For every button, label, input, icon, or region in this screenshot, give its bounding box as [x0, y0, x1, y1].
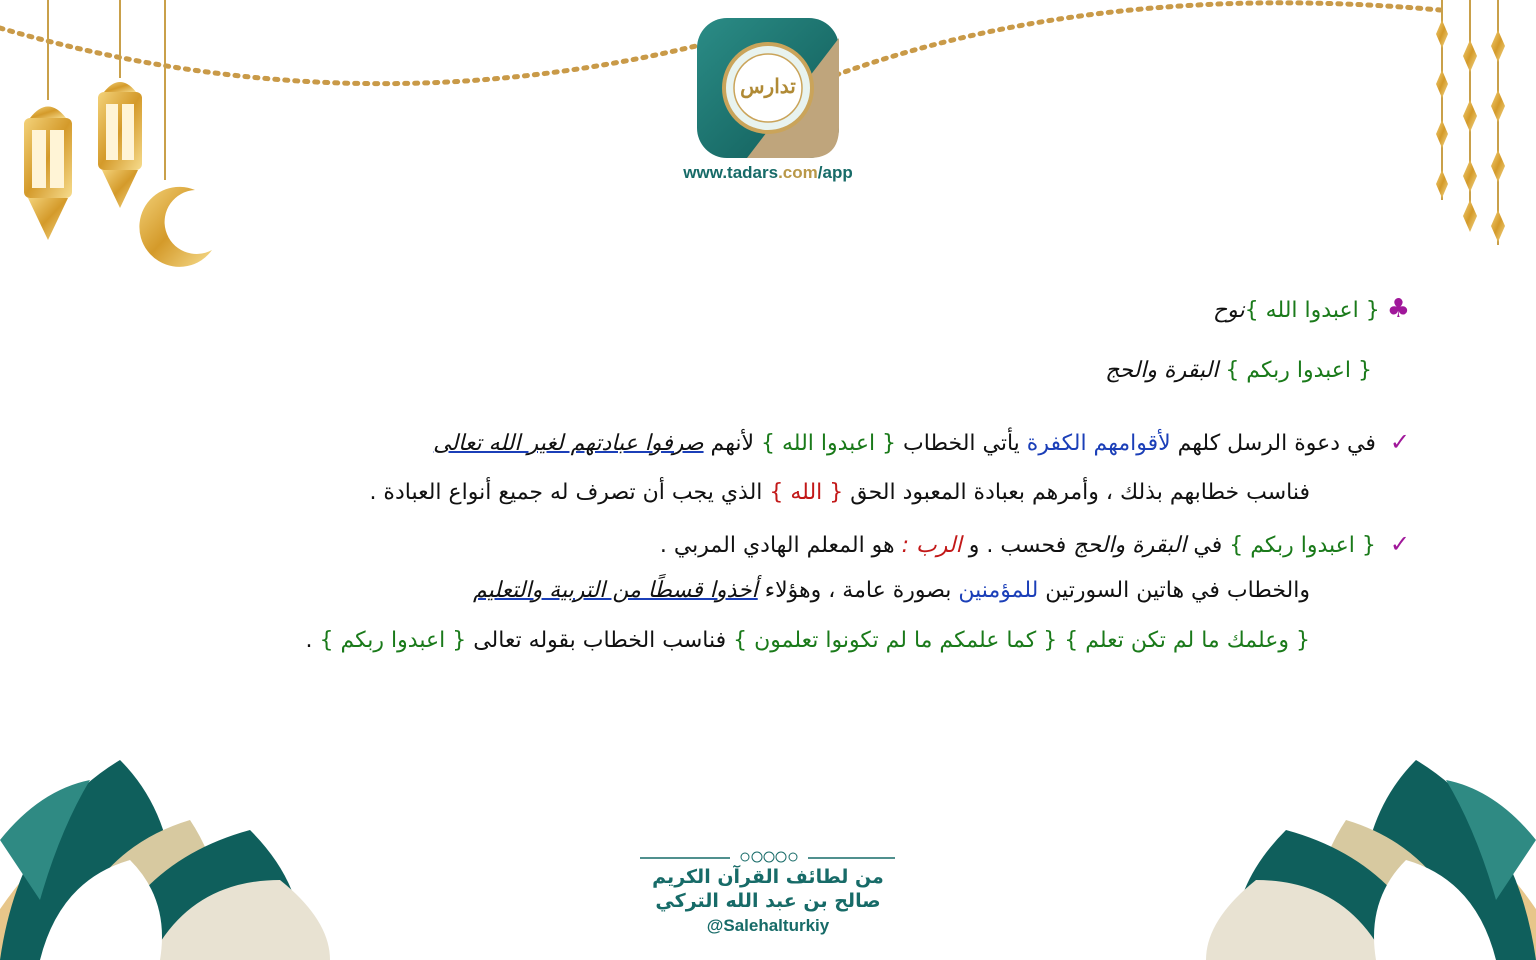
text: في: [1186, 533, 1230, 558]
footer-handle[interactable]: @Salehalturkiy: [706, 916, 830, 935]
text: للمؤمنين: [958, 578, 1039, 603]
footer-title: من لطائف القرآن الكريم: [652, 866, 884, 888]
url-prefix: www.tadars: [683, 163, 779, 182]
text: الرب :: [901, 533, 962, 558]
surah-name: البقرة والحج: [1073, 533, 1187, 558]
text: لأقوامهم الكفرة: [1026, 431, 1171, 456]
verse-text: { وعلمك ما لم تكن تعلم }: [1064, 628, 1310, 653]
club-bullet-icon: ♣: [1386, 294, 1410, 324]
checkmark-icon: ✓: [1389, 530, 1410, 558]
text: فحسب . و: [961, 533, 1074, 558]
heading-line-1: [1213, 294, 1410, 324]
text: الذي يجب أن تصرف له جميع أنواع العبادة .: [369, 480, 770, 505]
text: بصورة عامة ، وهؤلاء: [757, 578, 959, 603]
lotus-ornament-right-icon: [1206, 760, 1536, 960]
hanging-ornaments-right-icon: [1436, 0, 1505, 245]
verse-text: { اعبدوا الله }: [761, 431, 897, 456]
checkmark-icon: ✓: [1389, 428, 1410, 456]
verse-text: { اعبدوا ربكم }: [1229, 533, 1376, 558]
crescent-moon-icon: [139, 0, 212, 267]
lotus-ornament-left-icon: [0, 760, 330, 960]
paragraph-2-line-2: [473, 578, 1310, 603]
url-suffix: /app: [817, 163, 853, 182]
url-accent: .com: [778, 163, 818, 182]
footer: [618, 848, 918, 936]
text: في دعوة الرسل كلهم: [1170, 431, 1376, 456]
surah-name: نوح: [1212, 298, 1245, 323]
text: فناسب الخطاب بقوله تعالى: [466, 628, 734, 653]
verse-text: { اعبدوا ربكم }: [319, 628, 467, 653]
bead-garland-left: [0, 28, 700, 84]
text: .: [305, 628, 320, 653]
verse-text: { كما علمكم ما لم تكونوا تعلمون }: [733, 628, 1058, 653]
underlined-text: صرفوا عبادتهم لغير الله تعالى: [433, 431, 704, 456]
underlined-text: أخذوا قسطًا من التربية والتعليم: [472, 578, 758, 603]
app-url-link[interactable]: [668, 163, 868, 183]
text: هو المعلم الهادي المربي .: [659, 533, 902, 558]
text: فناسب خطابهم بذلك ، وأمرهم بعبادة المعبود الحق: [843, 480, 1310, 505]
text: يأتي الخطاب: [896, 431, 1027, 456]
paragraph-2-line-1: [660, 530, 1410, 558]
text: والخطاب في هاتين السورتين: [1038, 578, 1310, 603]
text: لأنهم: [703, 431, 762, 456]
verse-text: { اعبدوا ربكم }: [1225, 358, 1372, 383]
paragraph-1-line-1: [433, 428, 1410, 456]
verse-text: { الله }: [769, 480, 844, 505]
heading-line-2: [1105, 358, 1372, 383]
logo-text: تدارس: [740, 74, 796, 98]
verse-text: { اعبدوا الله }: [1244, 298, 1380, 323]
surah-name: البقرة والحج: [1105, 358, 1219, 383]
bead-garland-right: [836, 3, 1440, 75]
footer-author: صالح بن عبد الله التركي: [655, 890, 881, 912]
paragraph-2-line-3: [306, 628, 1310, 653]
lantern-middle-icon: [98, 0, 142, 208]
paragraph-1-line-2: [369, 480, 1310, 505]
